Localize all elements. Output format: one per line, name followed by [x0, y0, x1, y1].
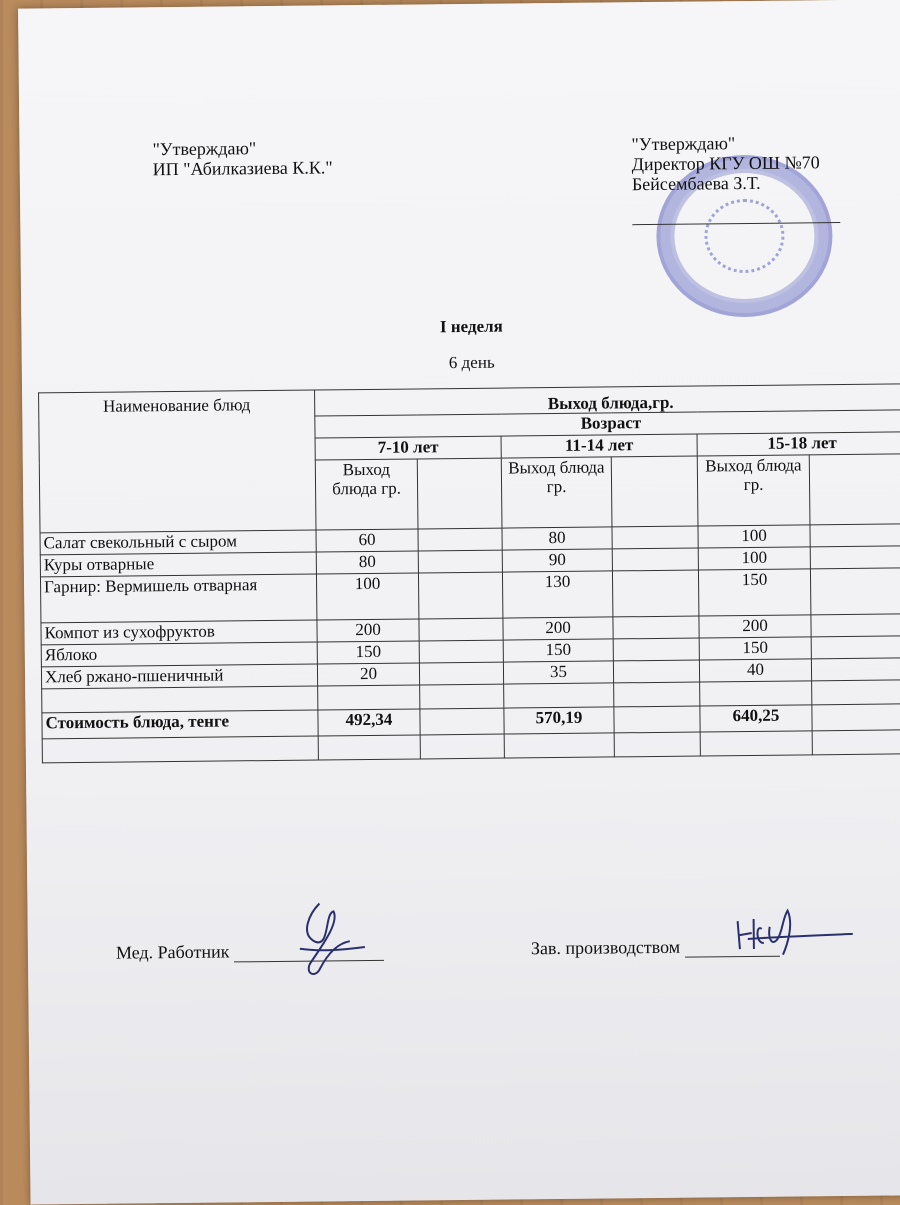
dish-name: Салат свекольный с сыром [40, 530, 316, 555]
empty-cell [809, 454, 900, 525]
yield-7-10: 20 [317, 663, 419, 686]
yield-11-14: 90 [502, 549, 612, 572]
sub-header-2: Выход блюда гр. [501, 457, 612, 528]
yield-7-10: 150 [317, 641, 419, 664]
header-dish-name: Наименование блюд [39, 390, 316, 533]
med-signature [289, 893, 370, 990]
day-title: 6 день [448, 352, 495, 373]
approval-right-position: Директор КГУ ОШ №70 [631, 152, 820, 175]
med-worker-label: Мед. Работник [115, 941, 230, 963]
cost-11-14: 570,19 [504, 707, 614, 734]
dish-name: Яблоко [41, 642, 317, 667]
approval-left [152, 137, 332, 179]
yield-7-10: 100 [316, 573, 418, 620]
approval-left-org: ИП "Абилказиева К.К." [152, 157, 333, 180]
dish-name: Хлеб ржано-пшеничный [41, 664, 317, 689]
header-output: Выход блюда,гр. [315, 384, 900, 416]
header-age: Возраст [315, 410, 900, 438]
yield-11-14: 35 [503, 661, 613, 684]
dish-name: Компот из сухофруктов [41, 620, 317, 645]
week-title: I неделя [439, 316, 503, 337]
yield-15-18: 100 [698, 547, 810, 570]
yield-7-10: 60 [316, 529, 418, 552]
yield-15-18: 150 [699, 637, 811, 660]
menu-table [38, 383, 900, 763]
document-page [18, 0, 900, 1205]
yield-11-14: 80 [502, 527, 612, 550]
dish-name: Гарнир: Вермишель отварная [40, 574, 316, 623]
approval-left-title: "Утверждаю" [152, 138, 257, 160]
age-group-1: 7-10 лет [315, 436, 501, 460]
production-signature [727, 898, 858, 969]
yield-11-14: 200 [503, 617, 613, 640]
yield-7-10: 80 [316, 551, 418, 574]
empty-cell [611, 456, 698, 527]
yield-15-18: 200 [699, 615, 811, 638]
sub-header-3: Выход блюда гр. [697, 455, 810, 526]
sub-header-1: Выход блюда гр. [315, 459, 418, 530]
yield-11-14: 150 [503, 639, 613, 662]
production-head-label: Зав. производством [530, 936, 681, 959]
yield-15-18: 100 [698, 525, 810, 548]
yield-7-10: 200 [317, 619, 419, 642]
cost-15-18: 640,25 [700, 705, 812, 732]
yield-15-18: 150 [698, 569, 810, 616]
age-group-3: 15-18 лет [697, 432, 900, 456]
yield-11-14: 130 [502, 571, 612, 618]
approval-right [631, 132, 820, 194]
yield-15-18: 40 [699, 659, 811, 682]
cost-7-10: 492,34 [318, 709, 420, 736]
approval-right-title: "Утверждаю" [631, 133, 736, 155]
cost-label: Стоимость блюда, тенге [42, 710, 318, 739]
empty-cell [417, 458, 502, 529]
dish-name: Куры отварные [40, 552, 316, 577]
age-group-2: 11-14 лет [501, 434, 697, 458]
approval-right-person: Бейсембаева З.Т. [631, 172, 761, 195]
stamp-center [704, 199, 785, 274]
